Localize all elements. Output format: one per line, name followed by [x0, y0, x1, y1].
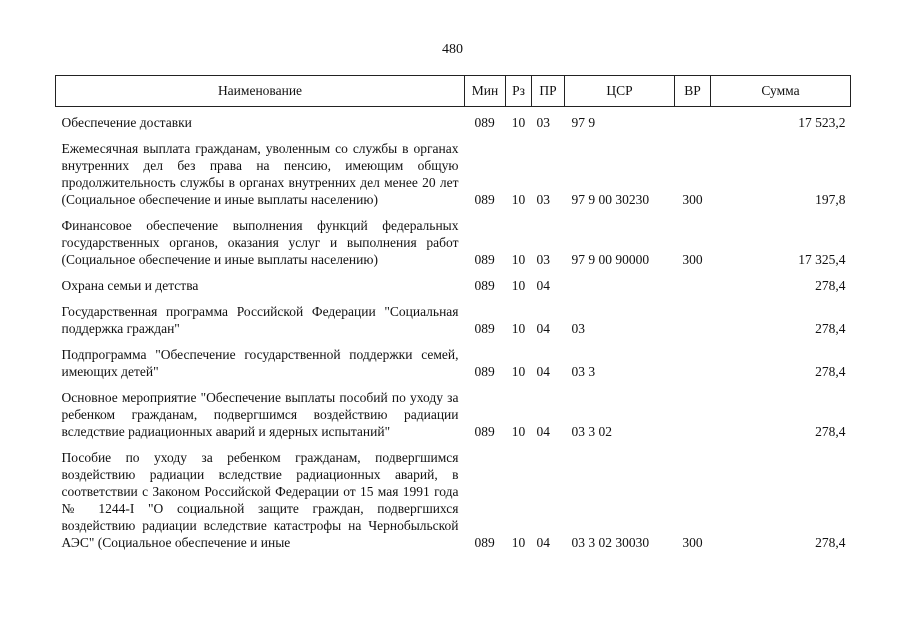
row-rz: 10: [511, 252, 526, 267]
row-rz: 10: [511, 192, 526, 207]
row-pr: 04: [536, 424, 550, 439]
row-name: Финансовое обеспечение выполнения функций федеральных государственных органов, оказания услуг и выполнения работ (Социальное обеспечение и иные выплаты населению): [61, 218, 459, 267]
row-rz: 10: [511, 115, 526, 130]
row-min: 089: [474, 535, 495, 550]
row-name: Подпрограмма "Обеспечение государственной поддержки семей, имеющих детей": [61, 347, 459, 379]
row-rz: 10: [511, 535, 526, 550]
row-csr: 97 9 00 90000: [571, 252, 650, 267]
row-sum: 17 325,4: [798, 252, 846, 267]
row-min: 089: [474, 364, 495, 379]
page-number: 480: [442, 42, 463, 57]
row-min: 089: [474, 252, 495, 267]
row-sum: 278,4: [815, 321, 846, 336]
row-csr: 97 9: [571, 115, 596, 130]
row-vr: [675, 380, 711, 440]
row-name: Основное мероприятие "Обеспечение выплаты пособий по уходу за ребенком гражданам, подвергшимся воздействию радиации вследствие радиационных аварий и ядерных испытаний": [61, 390, 459, 439]
row-name: Ежемесячная выплата гражданам, уволенным со службы в органах внутренних дел без права на пенсию, имеющим общую продолжительность службы в органах внутренних дел менее 20 лет (Социальное обеспечение и иные выплаты населению): [61, 141, 459, 207]
row-vr: [675, 294, 711, 337]
row-pr: 04: [536, 278, 550, 293]
row-rz: 10: [511, 278, 526, 293]
row-min: 089: [474, 115, 495, 130]
table-header-row: [56, 76, 851, 107]
row-rz: 10: [511, 364, 526, 379]
header-csr: ЦСР: [565, 76, 675, 107]
table-row: [56, 208, 851, 268]
row-rz: 10: [511, 424, 526, 439]
header-sum: Сумма: [711, 76, 851, 107]
row-name: Государственная программа Российской Федерации "Социальная поддержка граждан": [61, 304, 459, 336]
table-row: [56, 107, 851, 132]
row-vr: 300: [682, 192, 703, 207]
row-pr: 04: [536, 364, 550, 379]
row-min: 089: [474, 321, 495, 336]
table-row: [56, 337, 851, 380]
header-name: Наименование: [56, 76, 465, 107]
row-csr: 97 9 00 30230: [571, 192, 650, 207]
table-row: [56, 440, 851, 551]
row-name: Охрана семьи и детства: [61, 278, 199, 293]
row-min: 089: [474, 278, 495, 293]
table-row: [56, 294, 851, 337]
header-pr: ПР: [532, 76, 565, 107]
row-csr: 03 3: [571, 364, 596, 379]
budget-table: [55, 75, 851, 551]
row-min: 089: [474, 192, 495, 207]
row-name: Обеспечение доставки: [61, 115, 192, 130]
row-pr: 04: [536, 321, 550, 336]
row-pr: 03: [536, 192, 550, 207]
header-min: Мин: [465, 76, 506, 107]
row-vr: [675, 268, 711, 294]
row-csr: 03 3 02: [571, 424, 612, 439]
row-csr: 03: [571, 321, 585, 336]
row-vr: 300: [682, 252, 703, 267]
row-sum: 278,4: [815, 535, 846, 550]
table-row: [56, 380, 851, 440]
row-vr: 300: [682, 535, 703, 550]
row-vr: [675, 107, 711, 132]
row-csr: [565, 268, 675, 294]
row-vr: [675, 337, 711, 380]
header-vr: ВР: [675, 76, 711, 107]
row-pr: 03: [536, 115, 550, 130]
row-pr: 04: [536, 535, 550, 550]
header-rz: Рз: [506, 76, 532, 107]
row-name: Пособие по уходу за ребенком гражданам, подвергшимся воздействию радиации вследствие радиационных аварий, в соответствии с Законом Российской Федерации от 15 мая 1991 года № 1244-I "О социальной защите граждан, подвергшихся воздействию радиации вследствие катастрофы на Чернобыльской АЭС" (Социальное обеспечение и иные: [61, 450, 459, 550]
row-sum: 278,4: [815, 364, 846, 379]
table-row: [56, 131, 851, 208]
row-sum: 278,4: [815, 278, 846, 293]
row-pr: 03: [536, 252, 550, 267]
table-row: [56, 268, 851, 294]
row-min: 089: [474, 424, 495, 439]
row-sum: 278,4: [815, 424, 846, 439]
row-sum: 17 523,2: [798, 115, 846, 130]
row-sum: 197,8: [815, 192, 846, 207]
row-rz: 10: [511, 321, 526, 336]
row-csr: 03 3 02 30030: [571, 535, 650, 550]
